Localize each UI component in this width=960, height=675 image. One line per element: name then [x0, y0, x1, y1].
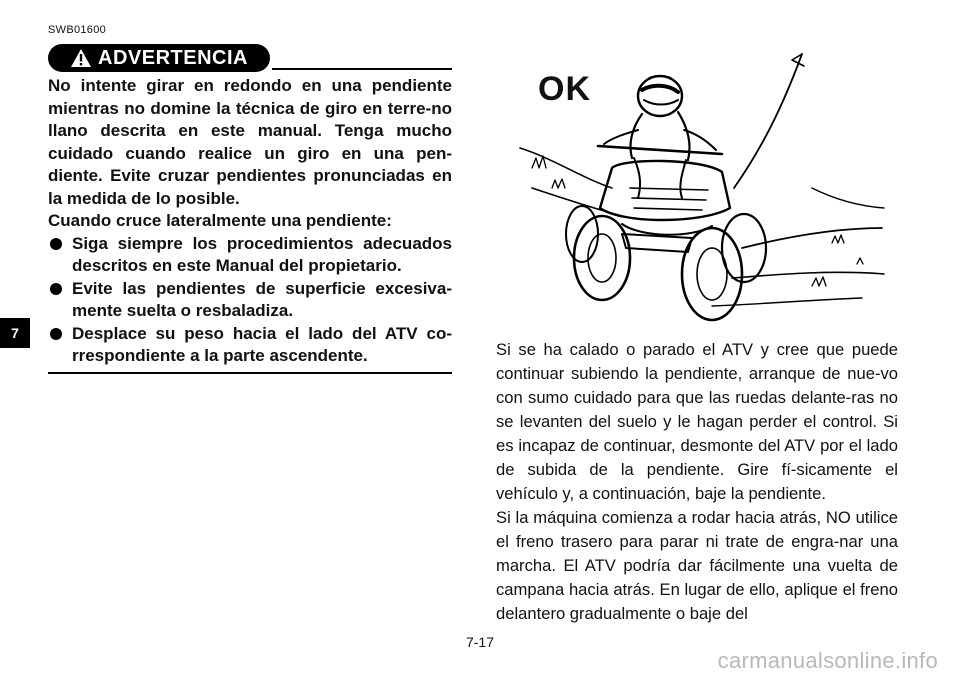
warning-badge: [48, 44, 270, 72]
warning-label: ADVERTENCIA: [98, 46, 248, 69]
body-paragraph: Si la máquina comienza a rodar hacia atrás, NO utilice el freno trasero para parar ni trate de engra-nar una marcha. El ATV podría dar fácilmente una vuelta de campana hacia atrás. En lugar de ello, aplique el freno delantero gradualmente o baje del: [496, 508, 898, 623]
warning-list: [48, 233, 452, 368]
warning-list-item: [48, 323, 452, 368]
bullet-icon: [50, 328, 62, 340]
body-text: [496, 338, 898, 626]
warning-list-text: Siga siempre los procedimientos adecuados descritos en este Manual del propietario.: [72, 233, 452, 275]
warning-paragraph: No intente girar en redondo en una pendiente mientras no domine la técnica de giro en terre-no llano descrita en este manual. Tenga mucho cuidado cuando realice un giro en una pen-diente. Evite cruzar pendientes pronunciadas en la medida de lo posible.: [48, 76, 452, 208]
watermark: carmanualsonline.info: [717, 648, 938, 673]
section-code: SWB01600: [48, 24, 107, 36]
bullet-icon: [50, 238, 62, 250]
warning-list-item: [48, 233, 452, 278]
chapter-tab: 7: [0, 318, 30, 348]
warning-box: [48, 75, 452, 368]
warning-bottom-rule: [48, 372, 452, 374]
warning-subheading: Cuando cruce lateralmente una pendiente:: [48, 211, 392, 230]
illustration-ok-label: OK: [538, 70, 591, 108]
bullet-icon: [50, 283, 62, 295]
warning-list-text: Desplace su peso hacia el lado del ATV co-rrespondiente a la parte ascendente.: [72, 323, 452, 365]
warning-top-rule: [272, 68, 452, 70]
body-paragraph: Si se ha calado o parado el ATV y cree que puede continuar subiendo la pendiente, arranque de nue-vo con sumo cuidado para que las ruedas delante-ras no se levanten del suelo y le hagan perder el control. Si es incapaz de continuar, desmonte del ATV por el lado de subida de la pendiente. Gire fí-sicamente el vehículo y, a continuación, baje la pendiente.: [496, 340, 898, 503]
warning-triangle-icon: [70, 48, 92, 68]
page-number: 7-17: [465, 634, 495, 650]
warning-list-item: [48, 278, 452, 323]
warning-list-text: Evite las pendientes de superficie excesiva-mente suelta o resbaladiza.: [72, 278, 452, 320]
